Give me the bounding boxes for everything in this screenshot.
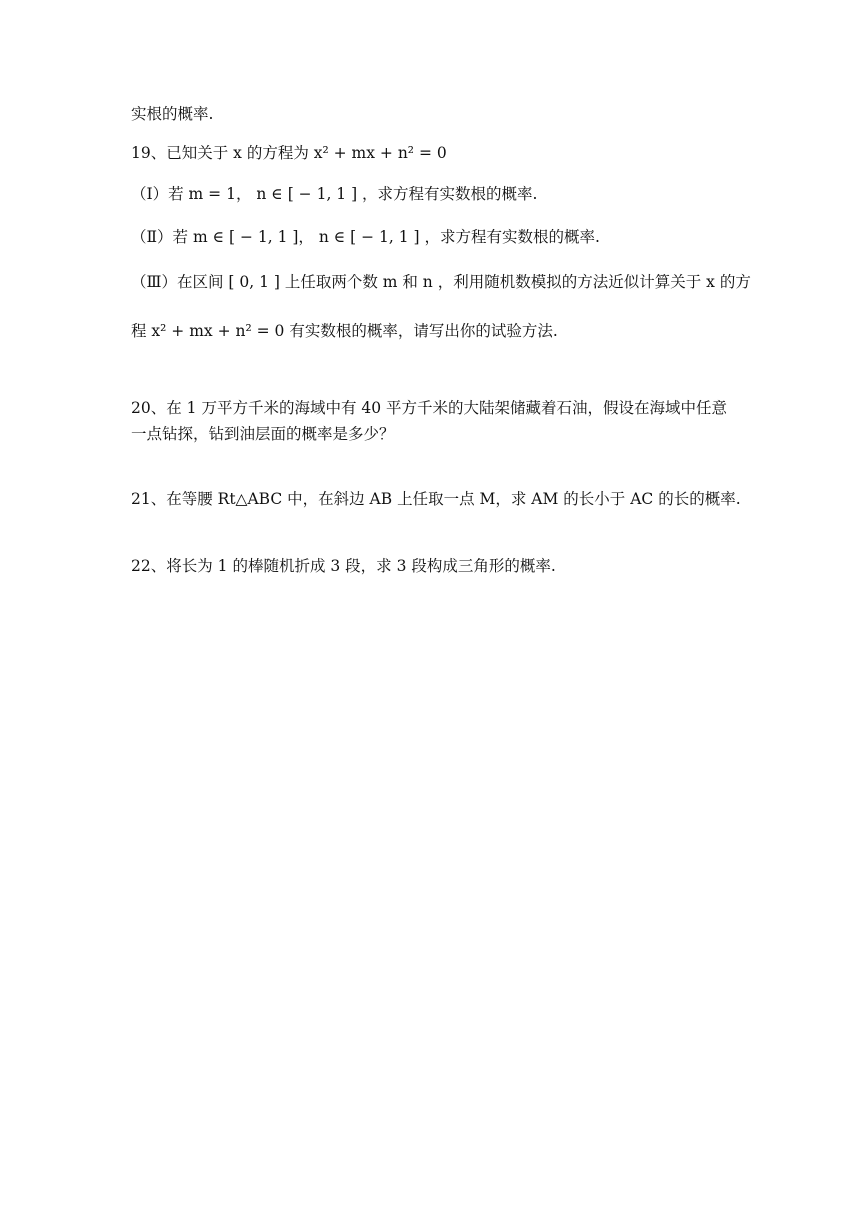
question-21: 21、在等腰 Rt△ABC 中，在斜边 AB 上任取一点 M，求 AM 的长小于 AC 的长的概率. [131, 490, 741, 508]
question-19: 19、已知关于 x 的方程为 x² + mx + n² = 0 [131, 144, 447, 162]
text-line: 实根的概率. [131, 105, 214, 123]
question-19-part-2: （Ⅱ）若 m ∈ [ − 1, 1 ]， n ∈ [ − 1, 1 ] ，求方程有实数根的概率. [131, 228, 600, 246]
question-22: 22、将长为 1 的棒随机折成 3 段，求 3 段构成三角形的概率. [131, 557, 556, 575]
question-19-part-3-line-2: 程 x² + mx + n² = 0 有实数根的概率，请写出你的试验方法. [131, 322, 558, 340]
question-19-part-1: （Ⅰ）若 m = 1， n ∈ [ − 1, 1 ] ，求方程有实数根的概率. [131, 185, 538, 203]
question-19-part-3-line-1: （Ⅲ）在区间 [ 0, 1 ] 上任取两个数 m 和 n ，利用随机数模拟的方法近似计算关于 x 的方 [131, 273, 751, 291]
question-20: 20、在 1 万平方千米的海域中有 40 平方千米的大陆架储藏着石油，假设在海域中任意一点钻探，钻到油层面的概率是多少？ [131, 399, 728, 443]
